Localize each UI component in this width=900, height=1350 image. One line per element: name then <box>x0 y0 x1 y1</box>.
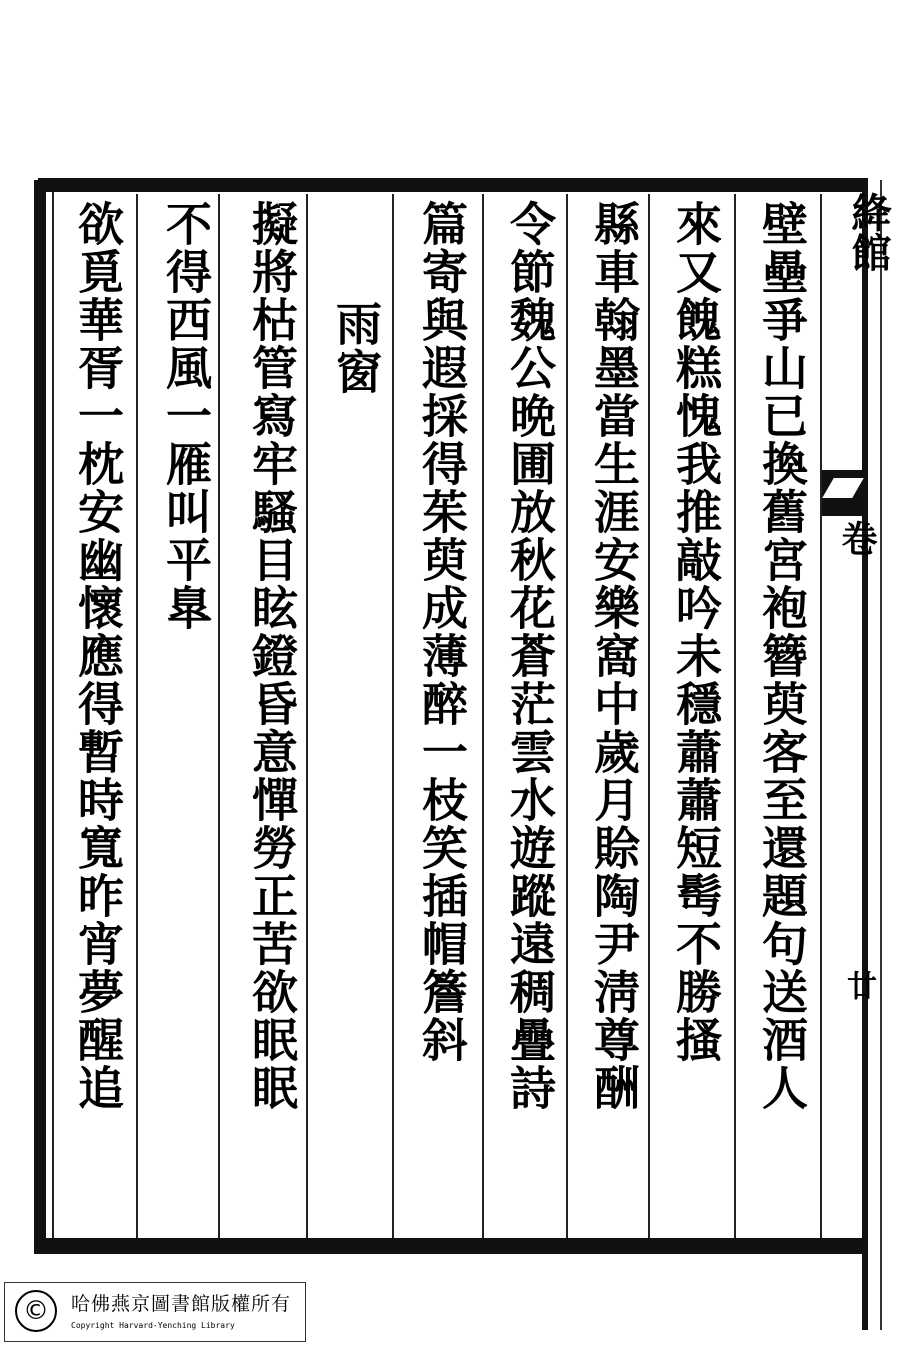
column-rule <box>218 194 220 1238</box>
copyright-icon: © <box>15 1290 57 1332</box>
frame-left-border <box>34 180 46 1254</box>
column-rule <box>482 194 484 1238</box>
column-rule <box>306 194 308 1238</box>
copyright-stamp <box>4 1282 306 1342</box>
column-rule <box>648 194 650 1238</box>
column-rule <box>136 194 138 1238</box>
frame-left-inner-line <box>52 192 54 1238</box>
banxin-border <box>862 180 868 1330</box>
column-rule <box>820 194 822 1238</box>
frame-top-border <box>38 178 868 192</box>
banxin-title: 絳館 <box>845 192 892 272</box>
poem-title: 雨窗 <box>329 300 383 396</box>
text-column-9: 欲覓華胥一枕安幽懷應得暫時寬昨宵夢醒追 <box>71 200 125 1112</box>
banxin-page-number: 廿 <box>841 970 876 1000</box>
text-column-8: 不得西風一雁叫平臯 <box>159 200 213 632</box>
text-column-1: 壁壘爭山已換舊宮袍簪萸客至還題句送酒人 <box>755 200 809 1112</box>
copyright-english: Copyright Harvard-Yenching Library <box>71 1321 235 1330</box>
column-rule <box>392 194 394 1238</box>
column-rule <box>566 194 568 1238</box>
text-column-2: 來又餽糕愧我推敲吟未穩蕭蕭短髩不勝搔 <box>669 200 723 1064</box>
copyright-chinese: 哈佛燕京圖書館版權所有 <box>71 1293 292 1315</box>
text-column-5: 篇寄與遐採得茱萸成薄醉一枝笑插帽簷斜 <box>415 200 469 1064</box>
text-column-3: 縣車翰墨當生涯安樂窩中歲月賒陶尹淸尊酬 <box>587 200 641 1112</box>
banxin-volume: 卷 <box>836 520 878 556</box>
frame-bottom-border <box>38 1238 868 1254</box>
banxin-edge <box>880 180 882 1330</box>
column-rule <box>734 194 736 1238</box>
text-column-4: 令節魏公晩圃放秋花蒼茫雲水遊蹤遠稠疊詩 <box>503 200 557 1112</box>
text-column-7: 擬將枯管寫牢騷目眩鐙昏意憚勞正苦欲眠眠 <box>245 200 299 1112</box>
